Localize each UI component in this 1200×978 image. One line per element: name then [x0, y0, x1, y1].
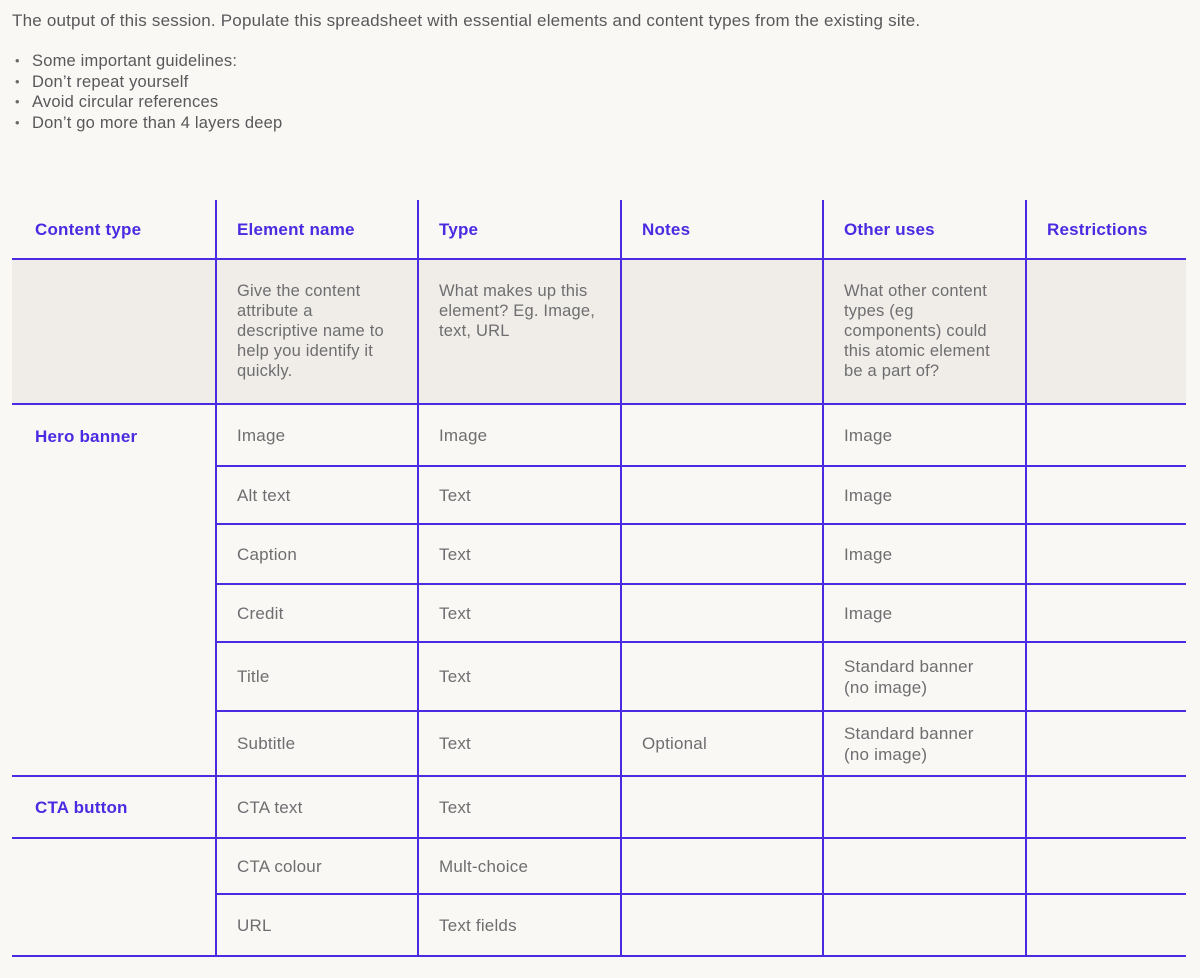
- cell-type[interactable]: Mult-choice: [417, 839, 620, 895]
- cell-notes[interactable]: [620, 467, 822, 525]
- cell-other-uses[interactable]: Image: [822, 525, 1025, 585]
- description-cell-content-type[interactable]: [12, 260, 215, 405]
- cell-type[interactable]: Text: [417, 585, 620, 643]
- cell-element-name[interactable]: CTA colour: [215, 839, 417, 895]
- cell-other-uses[interactable]: Image: [822, 585, 1025, 643]
- description-cell-restrictions[interactable]: [1025, 260, 1186, 405]
- description-cell-element-name[interactable]: Give the content attribute a descriptive name to help you identify it quickly.: [215, 260, 417, 405]
- guideline-item: • Avoid circular references: [14, 92, 282, 113]
- cell-notes[interactable]: [620, 895, 822, 957]
- cell-content-type[interactable]: [12, 839, 215, 895]
- cell-other-uses[interactable]: Standard banner (no image): [822, 643, 1025, 712]
- cell-type[interactable]: Text: [417, 712, 620, 777]
- description-cell-notes[interactable]: [620, 260, 822, 405]
- cell-content-type[interactable]: [12, 585, 215, 643]
- cell-other-uses[interactable]: [822, 895, 1025, 957]
- cell-type[interactable]: Text fields: [417, 895, 620, 957]
- cell-notes[interactable]: [620, 643, 822, 712]
- cell-element-name[interactable]: Alt text: [215, 467, 417, 525]
- session-instructions: The output of this session. Populate this spreadsheet with essential elements and content types from the existing site.: [12, 11, 921, 30]
- column-header-restrictions: Restrictions: [1025, 200, 1186, 260]
- column-header-other-uses: Other uses: [822, 200, 1025, 260]
- column-header-element-name: Element name: [215, 200, 417, 260]
- cell-restrictions[interactable]: [1025, 525, 1186, 585]
- guideline-item: • Don’t go more than 4 layers deep: [14, 113, 282, 134]
- cell-element-name[interactable]: Image: [215, 405, 417, 467]
- cell-other-uses[interactable]: [822, 777, 1025, 839]
- cell-content-type[interactable]: [12, 525, 215, 585]
- cell-type[interactable]: Text: [417, 777, 620, 839]
- cell-content-type[interactable]: [12, 467, 215, 525]
- column-header-notes: Notes: [620, 200, 822, 260]
- spreadsheet-table: [12, 200, 1186, 957]
- description-cell-type[interactable]: What makes up this element? Eg. Image, text, URL: [417, 260, 620, 405]
- cell-content-type[interactable]: [12, 643, 215, 712]
- cell-restrictions[interactable]: [1025, 712, 1186, 777]
- cell-restrictions[interactable]: [1025, 405, 1186, 467]
- cell-notes[interactable]: [620, 525, 822, 585]
- group-label-hero-banner[interactable]: Hero banner: [35, 426, 138, 446]
- cell-notes[interactable]: [620, 405, 822, 467]
- cell-restrictions[interactable]: [1025, 777, 1186, 839]
- group-label-cta-button[interactable]: CTA button: [12, 777, 215, 839]
- cell-element-name[interactable]: Credit: [215, 585, 417, 643]
- cell-type[interactable]: Text: [417, 525, 620, 585]
- cell-element-name[interactable]: CTA text: [215, 777, 417, 839]
- column-header-content-type: Content type: [12, 200, 215, 260]
- cell-notes[interactable]: Optional: [620, 712, 822, 777]
- cell-notes[interactable]: [620, 777, 822, 839]
- cell-other-uses[interactable]: Image: [822, 405, 1025, 467]
- cell-restrictions[interactable]: [1025, 585, 1186, 643]
- description-cell-other-uses[interactable]: What other content types (eg components) could this atomic element be a part of?: [822, 260, 1025, 405]
- cell-other-uses[interactable]: [822, 839, 1025, 895]
- cell-element-name[interactable]: Subtitle: [215, 712, 417, 777]
- cell-restrictions[interactable]: [1025, 895, 1186, 957]
- cell-type[interactable]: Text: [417, 467, 620, 525]
- guideline-item: • Some important guidelines:: [14, 51, 282, 72]
- cell-restrictions[interactable]: [1025, 643, 1186, 712]
- cell-other-uses[interactable]: Standard banner (no image): [822, 712, 1025, 777]
- cell-element-name[interactable]: URL: [215, 895, 417, 957]
- cell-restrictions[interactable]: [1025, 467, 1186, 525]
- cell-element-name[interactable]: Caption: [215, 525, 417, 585]
- guidelines-list: [14, 51, 282, 133]
- cell-type[interactable]: Image: [417, 405, 620, 467]
- cell-element-name[interactable]: Title: [215, 643, 417, 712]
- cell-restrictions[interactable]: [1025, 839, 1186, 895]
- guideline-item: • Don’t repeat yourself: [14, 72, 282, 93]
- cell-notes[interactable]: [620, 839, 822, 895]
- column-header-type: Type: [417, 200, 620, 260]
- cell-content-type[interactable]: [12, 712, 215, 777]
- cell-other-uses[interactable]: Image: [822, 467, 1025, 525]
- cell-content-type[interactable]: [12, 895, 215, 957]
- cell-notes[interactable]: [620, 585, 822, 643]
- cell-type[interactable]: Text: [417, 643, 620, 712]
